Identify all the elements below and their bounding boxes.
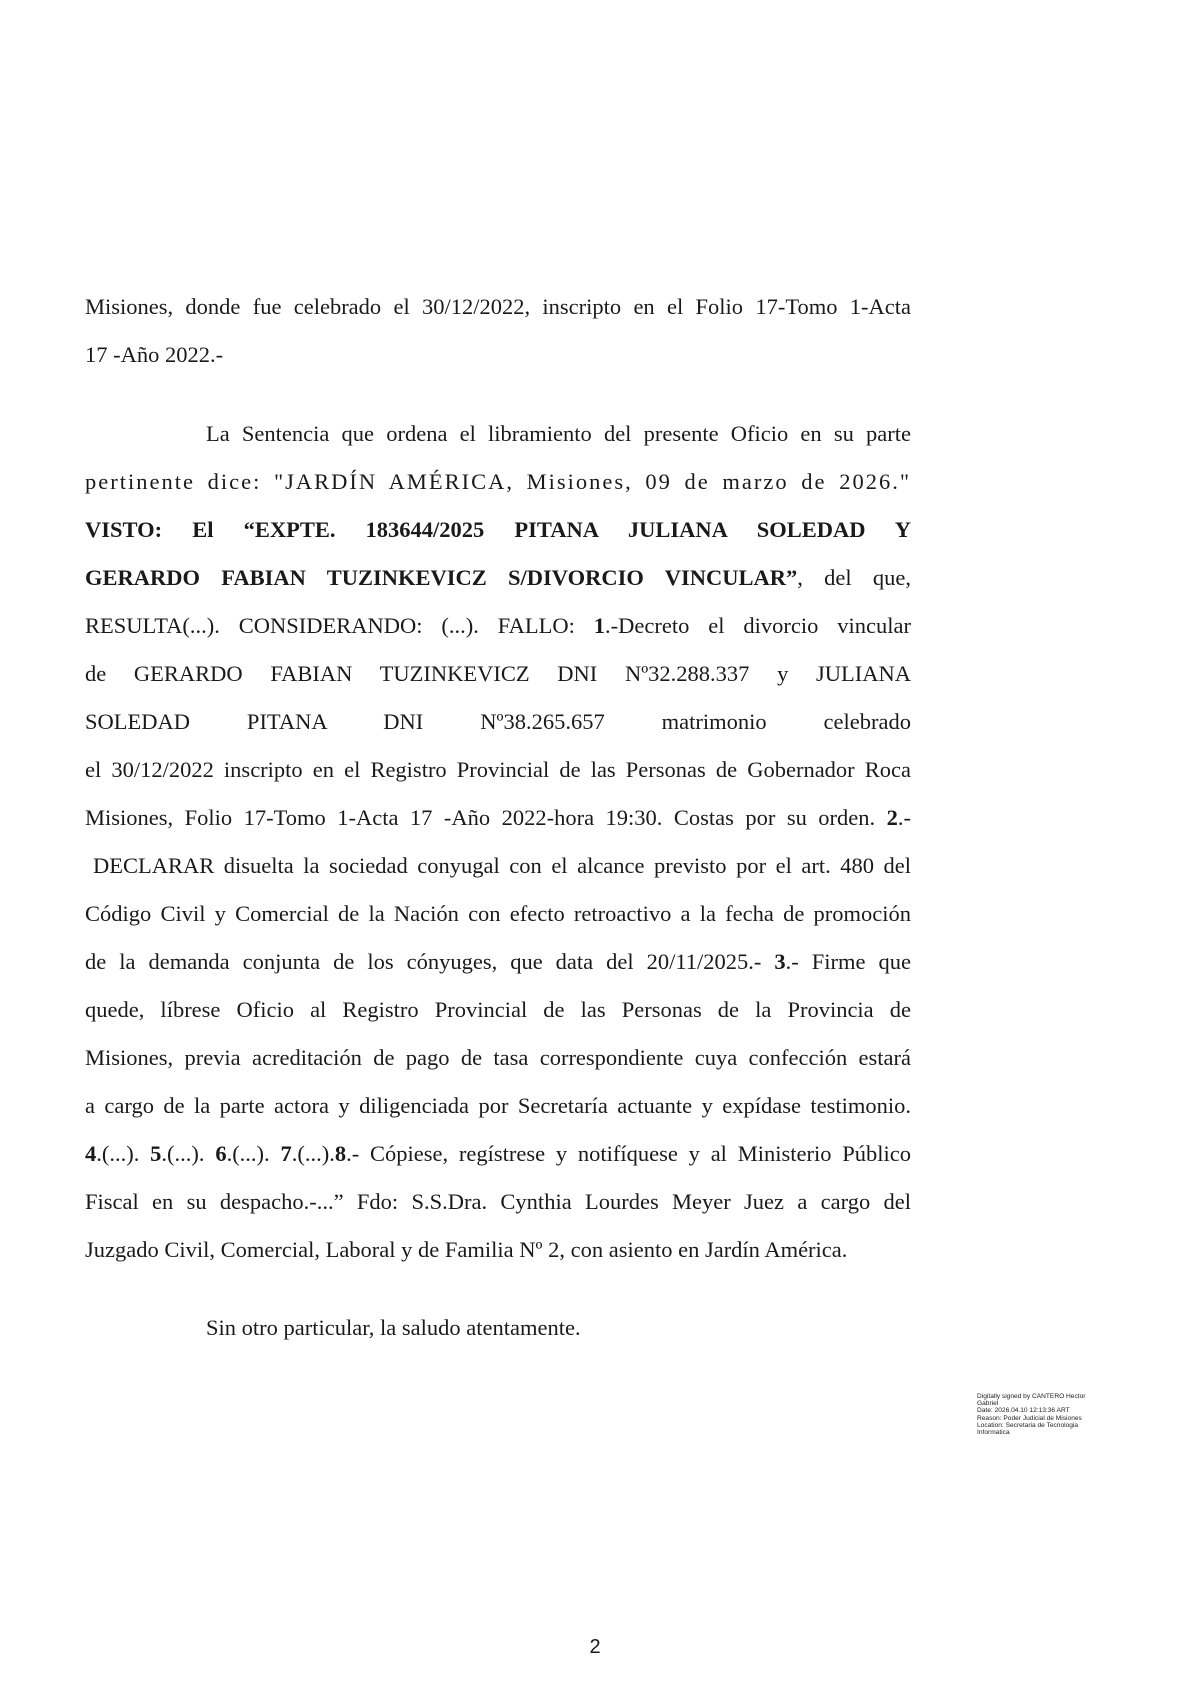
paragraph-line: Fiscal en su despacho.-...” Fdo: S.S.Dra. Cynthia Lourdes Meyer Juez a cargo del	[85, 1189, 911, 1214]
digital-signature-block	[977, 1393, 1117, 1436]
signature-line: Date: 2026.04.10 12:13:36 ART	[977, 1407, 1070, 1415]
paragraph-line: de GERARDO FABIAN TUZINKEVICZ DNI Nº32.288.337 y JULIANA	[85, 661, 911, 686]
paragraph-line: DECLARAR disuelta la sociedad conyugal con el alcance previsto por el art. 480 del	[93, 853, 911, 878]
signature-line: Digitally signed by CANTERO Hector	[977, 1393, 1086, 1400]
paragraph-line: pertinente dice: "JARDÍN AMÉRICA, Misiones, 09 de marzo de 2026."	[85, 469, 911, 494]
signature-line: Informatica	[977, 1429, 1010, 1437]
signature-line: Gabriel	[977, 1400, 999, 1408]
signature-line: Reason: Poder Judicial de Misiones	[977, 1414, 1082, 1422]
case-title: GERARDO FABIAN TUZINKEVICZ S/DIVORCIO VINCULAR”	[85, 565, 798, 590]
paragraph-line: quede, líbrese Oficio al Registro Provincial de las Personas de la Provincia de	[85, 997, 911, 1022]
paragraph-line: Misiones, Folio 17-Tomo 1-Acta 17 -Año 2022-hora 19:30. Costas por su orden. 2.-	[85, 805, 911, 830]
paragraph-line: Misiones, previa acreditación de pago de tasa correspondiente cuya confección estará	[85, 1045, 911, 1070]
paragraph-line: GERARDO FABIAN TUZINKEVICZ S/DIVORCIO VINCULAR”, del que,	[85, 565, 911, 590]
paragraph-line: 4.(...). 5.(...). 6.(...). 7.(...).8.- Cópiese, regístrese y notifíquese y al Ministerio Público	[85, 1141, 911, 1166]
paragraph-line: RESULTA(...). CONSIDERANDO: (...). FALLO: 1.-Decreto el divorcio vincular	[85, 613, 911, 638]
paragraph-line: 17 -Año 2022.-	[85, 342, 224, 367]
closing-line: Sin otro particular, la saludo atentamente.	[206, 1315, 581, 1340]
signature-line: Location: Secretaria de Tecnologia	[977, 1421, 1079, 1429]
page-number: 2	[589, 1636, 601, 1658]
paragraph-line: de la demanda conjunta de los cónyuges, que data del 20/11/2025.- 3.- Firme que	[85, 949, 911, 974]
paragraph-line: La Sentencia que ordena el libramiento del presente Oficio en su parte	[206, 421, 911, 446]
paragraph-line: Código Civil y Comercial de la Nación con efecto retroactivo a la fecha de promoción	[85, 901, 911, 926]
paragraph-line: Juzgado Civil, Comercial, Laboral y de Familia Nº 2, con asiento en Jardín América.	[85, 1237, 848, 1262]
paragraph-line: a cargo de la parte actora y diligenciada por Secretaría actuante y expídase testimonio.	[85, 1093, 911, 1118]
paragraph-line: el 30/12/2022 inscripto en el Registro Provincial de las Personas de Gobernador Roca	[85, 757, 911, 782]
paragraph-line: SOLEDAD PITANA DNI Nº38.265.657 matrimonio celebrado	[85, 709, 911, 734]
paragraph-line: Misiones, donde fue celebrado el 30/12/2022, inscripto en el Folio 17-Tomo 1-Acta	[85, 294, 911, 319]
paragraph-line: VISTO: El “EXPTE. 183644/2025 PITANA JULIANA SOLEDAD Y	[85, 517, 911, 542]
